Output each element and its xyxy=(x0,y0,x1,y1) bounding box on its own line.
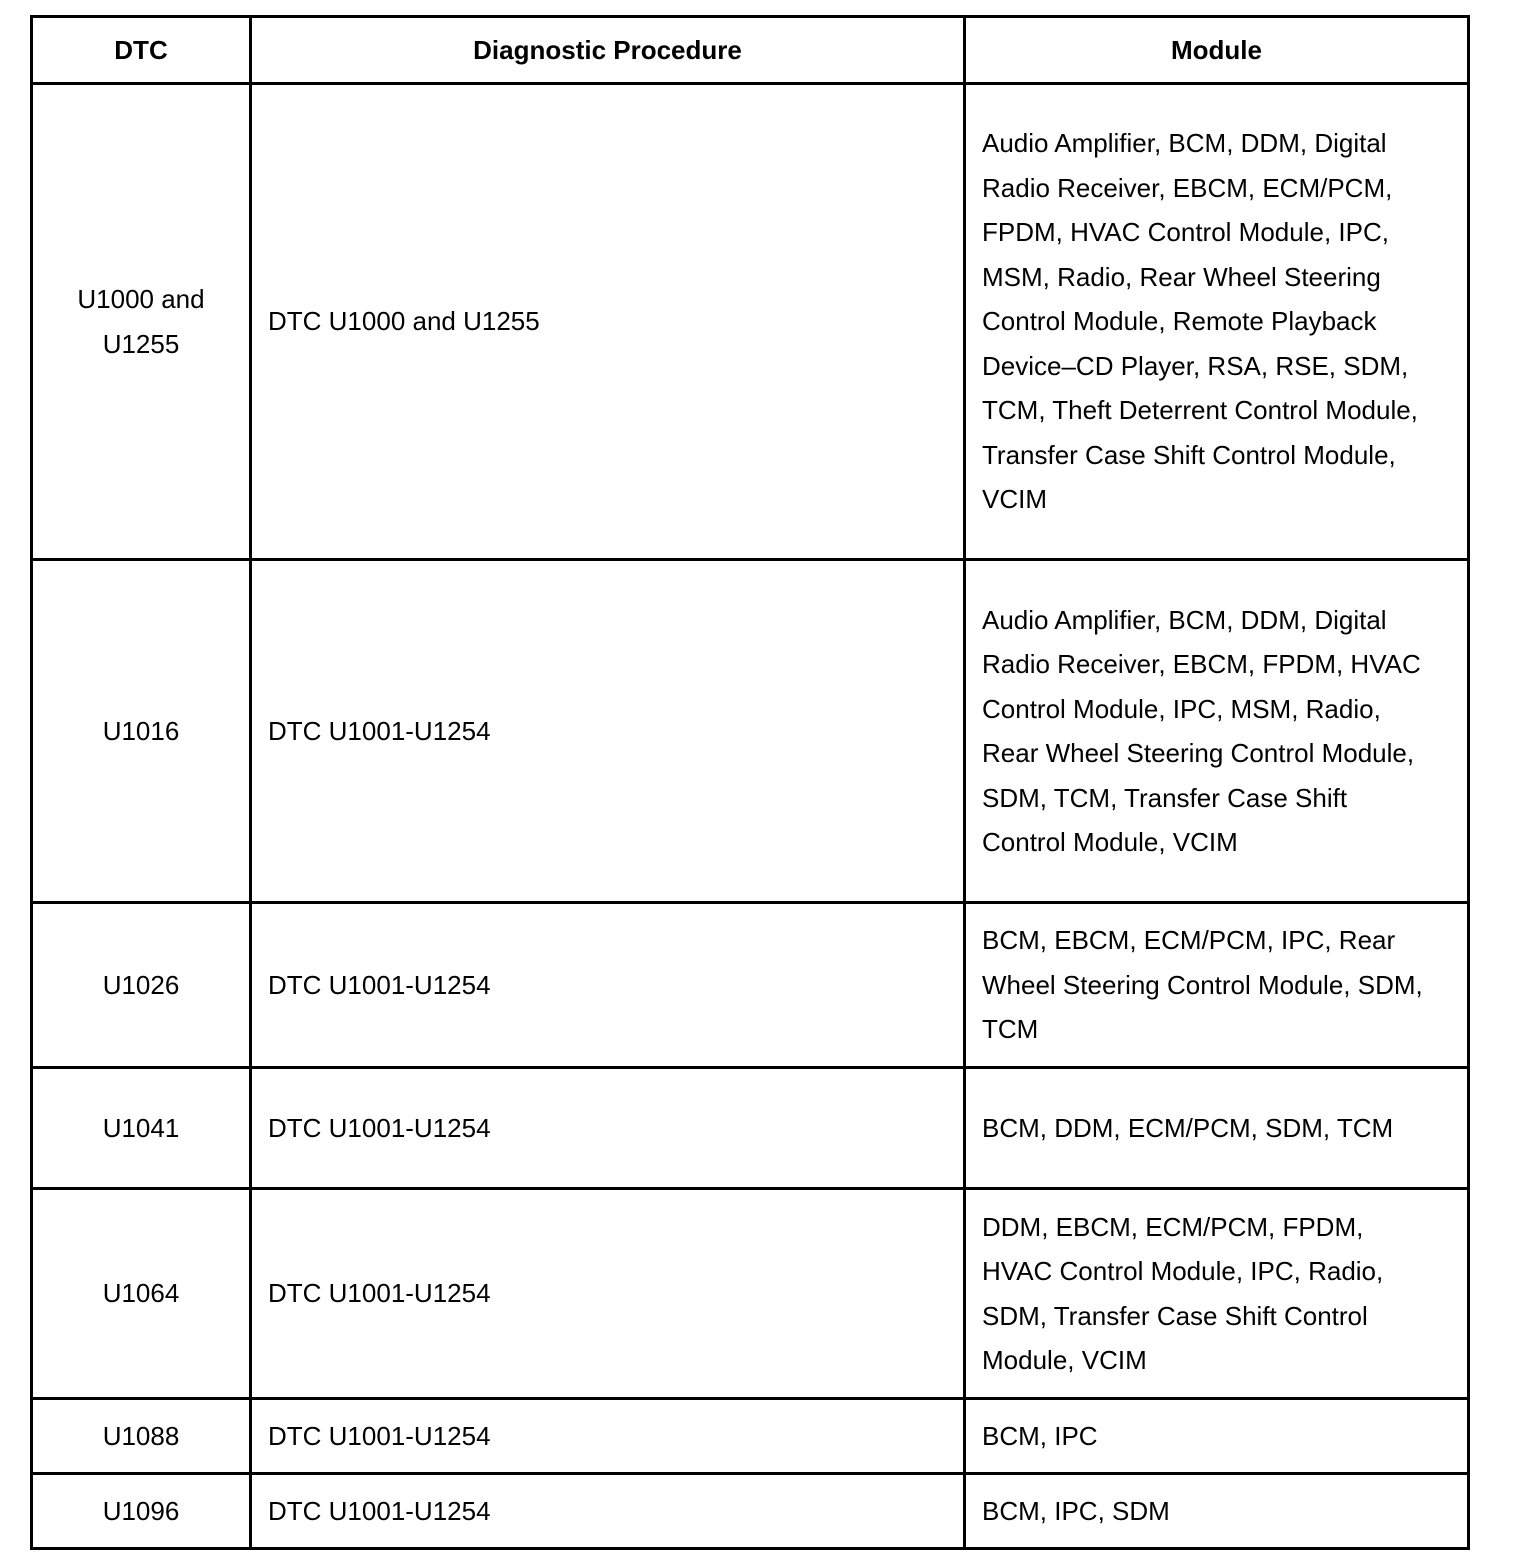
header-dtc: DTC xyxy=(32,17,251,84)
table-row xyxy=(32,1399,1469,1474)
procedure-cell: DTC U1001-U1254 xyxy=(251,903,965,1068)
module-cell: DDM, EBCM, ECM/PCM, FPDM, HVAC Control Module, IPC, Radio, SDM, Transfer Case Shift Control Module, VCIM xyxy=(965,1189,1469,1399)
header-row xyxy=(32,17,1469,84)
module-cell: Audio Amplifier, BCM, DDM, Digital Radio Receiver, EBCM, FPDM, HVAC Control Module, IPC, MSM, Radio, Rear Wheel Steering Control Module, SDM, TCM, Transfer Case Shift Control Module, VCIM xyxy=(965,560,1469,903)
procedure-cell: DTC U1001-U1254 xyxy=(251,1068,965,1189)
dtc-cell: U1088 xyxy=(32,1399,251,1474)
dtc-cell: U1026 xyxy=(32,903,251,1068)
table-header xyxy=(32,17,1469,84)
dtc-cell: U1041 xyxy=(32,1068,251,1189)
header-module: Module xyxy=(965,17,1469,84)
procedure-cell: DTC U1001-U1254 xyxy=(251,1474,965,1549)
dtc-cell: U1064 xyxy=(32,1189,251,1399)
table-body xyxy=(32,84,1469,1549)
procedure-cell: DTC U1000 and U1255 xyxy=(251,84,965,560)
module-cell: BCM, IPC, SDM xyxy=(965,1474,1469,1549)
dtc-cell: U1096 xyxy=(32,1474,251,1549)
module-cell: Audio Amplifier, BCM, DDM, Digital Radio Receiver, EBCM, ECM/PCM, FPDM, HVAC Control Module, IPC, MSM, Radio, Rear Wheel Steering Control Module, Remote Playback Device–CD Player, RSA, RSE, SDM, TCM, Theft Deterrent Control Module, Transfer Case Shift Control Module, VCIM xyxy=(965,84,1469,560)
dtc-cell: U1000 and U1255 xyxy=(32,84,251,560)
header-procedure: Diagnostic Procedure xyxy=(251,17,965,84)
table-row xyxy=(32,560,1469,903)
module-cell: BCM, EBCM, ECM/PCM, IPC, Rear Wheel Steering Control Module, SDM, TCM xyxy=(965,903,1469,1068)
table-row xyxy=(32,1068,1469,1189)
module-cell: BCM, DDM, ECM/PCM, SDM, TCM xyxy=(965,1068,1469,1189)
table-row xyxy=(32,84,1469,560)
dtc-table xyxy=(30,15,1470,1550)
table-row xyxy=(32,1474,1469,1549)
module-cell: BCM, IPC xyxy=(965,1399,1469,1474)
table-row xyxy=(32,1189,1469,1399)
procedure-cell: DTC U1001-U1254 xyxy=(251,1189,965,1399)
dtc-cell: U1016 xyxy=(32,560,251,903)
table-row xyxy=(32,903,1469,1068)
procedure-cell: DTC U1001-U1254 xyxy=(251,1399,965,1474)
procedure-cell: DTC U1001-U1254 xyxy=(251,560,965,903)
